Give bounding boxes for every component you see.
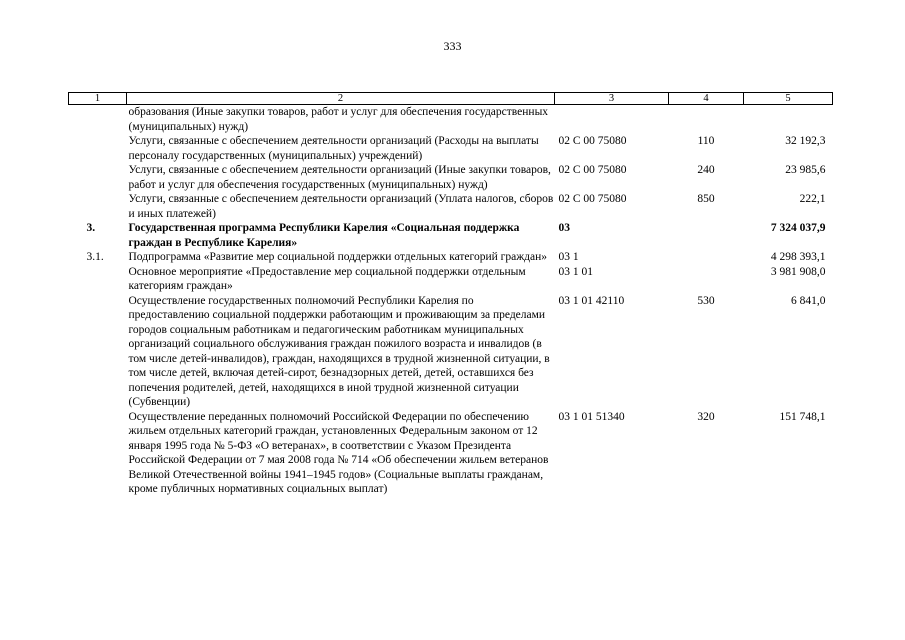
- amount-cell: 23 985,6: [785, 164, 826, 176]
- expense-type-code-cell: [669, 221, 744, 250]
- row-number-cell: 3.1.: [86, 251, 104, 263]
- table-row: [69, 163, 833, 192]
- amount-cell: 222,1: [799, 193, 826, 205]
- table-row: [69, 221, 833, 250]
- table-row: [69, 250, 833, 265]
- target-article-code-cell: 02 С 00 75080: [558, 193, 627, 205]
- expense-name-cell: Услуги, связанные с обеспечением деятельности организаций (Уплата налогов, сборов и иных платежей): [128, 193, 554, 220]
- amount-cell: 32 192,3: [785, 135, 826, 147]
- expense-type-code-cell: [669, 250, 744, 265]
- column-header-1: 1: [69, 93, 127, 105]
- table-row: [69, 192, 833, 221]
- table-row: [69, 410, 833, 497]
- column-header-3: 3: [555, 93, 669, 105]
- expense-type-code-cell: [669, 105, 744, 135]
- amount-cell: 7 324 037,9: [770, 222, 826, 234]
- target-article-code-cell: [555, 105, 669, 135]
- target-article-code-cell: 03 1 01: [558, 265, 593, 278]
- amount-cell: 6 841,0: [791, 294, 826, 307]
- target-article-code-cell: 03 1 01 42110: [558, 294, 625, 307]
- expense-type-code-cell: 850: [697, 193, 715, 205]
- expense-type-code-cell: 530: [697, 294, 715, 307]
- row-number-cell: [69, 134, 127, 163]
- row-number-cell: [69, 294, 127, 410]
- target-article-code-cell: 02 С 00 75080: [558, 135, 627, 147]
- column-header-2: 2: [127, 93, 555, 105]
- budget-table: [68, 92, 833, 497]
- row-number-cell: [69, 265, 127, 294]
- row-number-cell: [69, 410, 127, 497]
- amount-cell: 4 298 393,1: [770, 251, 826, 263]
- table-row: [69, 134, 833, 163]
- column-header-5: 5: [744, 93, 833, 105]
- row-number-cell: [69, 163, 127, 192]
- expense-type-code-cell: 110: [697, 135, 715, 147]
- amount-cell: 3 981 908,0: [770, 265, 826, 278]
- expense-name-cell: Подпрограмма «Развитие мер социальной поддержки отдельных категорий граждан»: [128, 251, 548, 263]
- column-header-4: 4: [669, 93, 744, 105]
- row-number-cell: [69, 192, 127, 221]
- expense-type-code-cell: 320: [697, 410, 715, 423]
- table-row: [69, 105, 833, 135]
- row-number-cell: 3.: [86, 222, 96, 234]
- expense-type-code-cell: 240: [697, 164, 715, 176]
- expense-name-cell: Услуги, связанные с обеспечением деятельности организаций (Иные закупки товаров, работ и услуг для обеспечения государственных (муниципальных) нужд): [128, 164, 551, 191]
- amount-cell: [744, 105, 833, 135]
- table-row: [69, 265, 833, 294]
- table-row: [69, 294, 833, 410]
- header-row: [69, 93, 833, 105]
- expense-name-cell: Основное мероприятие «Предоставление мер социальной поддержки отдельным категориям граждан»: [128, 265, 526, 292]
- amount-cell: 151 748,1: [779, 410, 826, 423]
- expense-name-cell: Государственная программа Республики Карелия «Социальная поддержка граждан в Республике Карелия»: [128, 222, 520, 249]
- expense-name-cell: Услуги, связанные с обеспечением деятельности организаций (Расходы на выплаты персоналу государственных (муниципальных) учреждений): [128, 135, 539, 162]
- expense-name-cell: Осуществление переданных полномочий Российской Федерации по обеспечению жильем отдельных категорий граждан, установленных Федеральным законом от 12 января 1995 года № 5-ФЗ «О ветеранах», в соответствии с Указом Президента Российской Федерации от 7 мая 2008 года № 714 «Об обеспечении жильем ветеранов Великой Отечественной войны 1941–1945 годов» (Социальные выплаты гражданам, кроме публичных нормативных социальных выплат): [128, 410, 549, 495]
- target-article-code-cell: 02 С 00 75080: [558, 164, 627, 176]
- target-article-code-cell: 03 1: [558, 251, 579, 263]
- target-article-code-cell: 03 1 01 51340: [558, 410, 625, 423]
- expense-name-cell: Осуществление государственных полномочий Республики Карелия по предоставлению социальной поддержки работающим и проживающим за пределами городов социальным работникам и педагогическим работникам муниципальных организаций социального обслуживания граждан пожилого возраста и инвалидов (в том числе детей-инвалидов), граждан, находящихся в трудной жизненной ситуации, в том числе детей, включая детей-сирот, безнадзорных детей, детей, оставшихся без попечения родителей, детей, находящихся в иной трудной жизненной ситуации (Субвенции): [128, 294, 550, 408]
- row-number-cell: [69, 105, 127, 135]
- expense-type-code-cell: [669, 265, 744, 294]
- page-number: 333: [443, 39, 462, 53]
- expense-name-cell: образования (Иные закупки товаров, работ и услуг для обеспечения государственных (муниципальных) нужд): [128, 106, 549, 133]
- target-article-code-cell: 03: [558, 222, 570, 234]
